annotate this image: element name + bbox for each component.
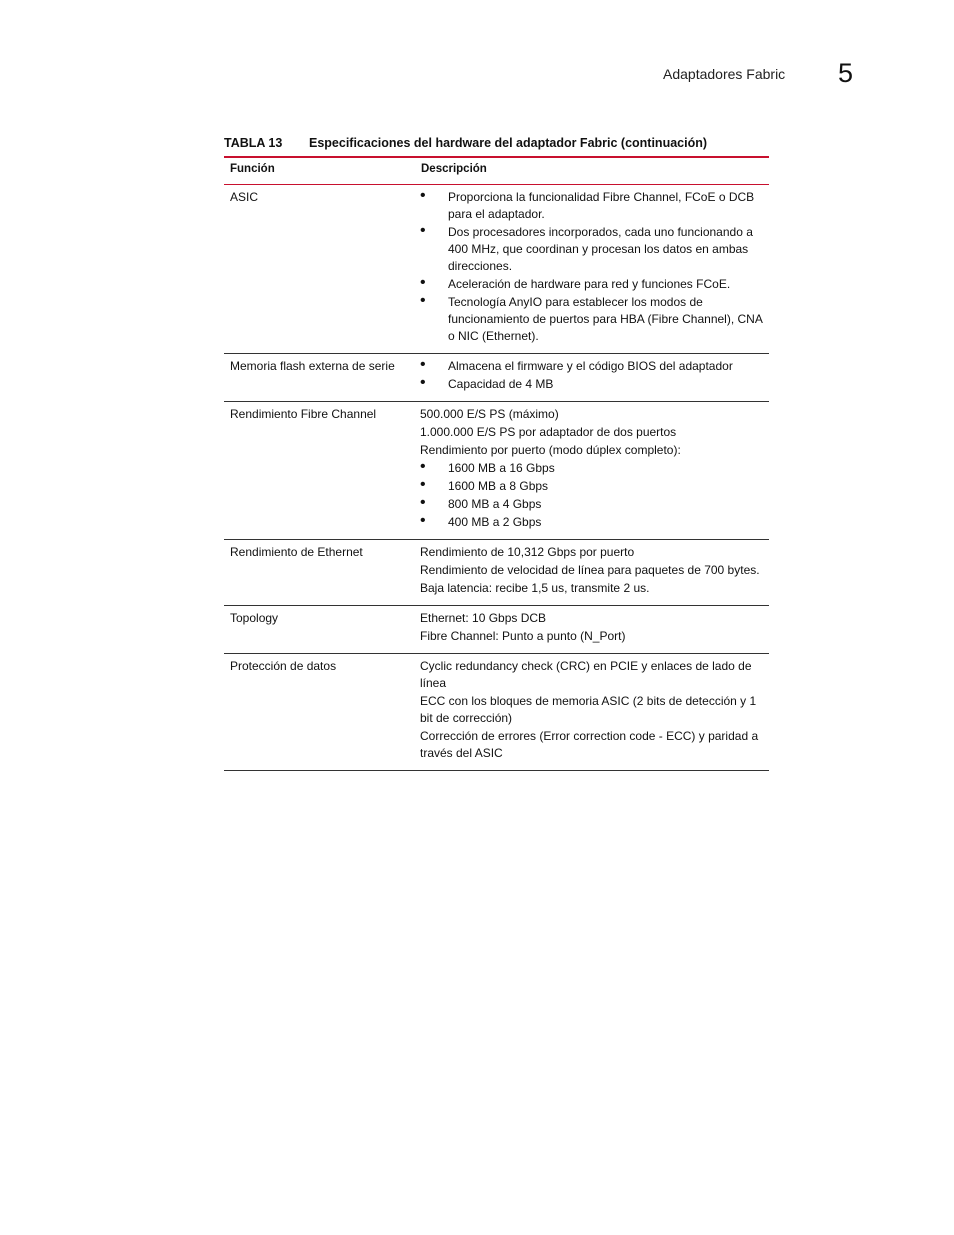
column-header-description: Descripción: [415, 157, 769, 185]
bullet-item: • Dos procesadores incorporados, cada uno funcionando a 400 MHz, que coordinan y procesan los datos en ambas direcciones.: [420, 224, 763, 275]
description-line: Baja latencia: recibe 1,5 us, transmite 2 us.: [420, 581, 650, 595]
table-row: [224, 354, 769, 402]
bullet-item: • Tecnología AnyIO para establecer los modos de funcionamiento de puertos para HBA (Fibre Channel), CNA o NIC (Ethernet).: [420, 294, 763, 345]
table-row: [224, 654, 769, 771]
column-header-function: Función: [224, 157, 415, 185]
table-title: Especificaciones del hardware del adaptador Fabric (continuación): [309, 136, 708, 150]
description-cell: [415, 654, 769, 771]
description-line: Corrección de errores (Error correction code - ECC) y paridad a través del ASIC: [420, 729, 759, 760]
table-row: [224, 185, 769, 354]
description-line: ECC con los bloques de memoria ASIC (2 bits de detección y 1 bit de corrección): [420, 694, 757, 725]
description-line: 1.000.000 E/S PS por adaptador de dos puertos: [420, 425, 677, 439]
description-cell: [415, 185, 769, 354]
bullet-item: • Almacena el firmware y el código BIOS del adaptador: [420, 358, 763, 375]
description-line: Fibre Channel: Punto a punto (N_Port): [420, 629, 626, 643]
bullet-item: • 400 MB a 2 Gbps: [420, 514, 763, 531]
table-header-row: [224, 157, 769, 185]
function-cell: Topology: [224, 606, 415, 654]
bullet-item: • Aceleración de hardware para red y funciones FCoE.: [420, 276, 763, 293]
function-cell: Rendimiento de Ethernet: [224, 540, 415, 606]
table-label: TABLA 13: [224, 136, 283, 150]
bullet-list: [420, 189, 763, 345]
description-line: Rendimiento de 10,312 Gbps por puerto: [420, 545, 635, 559]
description-cell: [415, 402, 769, 540]
description-line: 500.000 E/S PS (máximo): [420, 407, 559, 421]
table-row: [224, 540, 769, 606]
description-line: Rendimiento por puerto (modo dúplex completo):: [420, 443, 681, 457]
description-cell: [415, 354, 769, 402]
bullet-list: [420, 460, 763, 531]
function-cell: Memoria flash externa de serie: [224, 354, 415, 402]
description-cell: [415, 540, 769, 606]
spec-table: [224, 156, 769, 771]
section-title: Adaptadores Fabric: [663, 66, 786, 82]
function-cell: ASIC: [224, 185, 415, 354]
bullet-item: • 1600 MB a 16 Gbps: [420, 460, 763, 477]
bullet-item: • Proporciona la funcionalidad Fibre Channel, FCoE o DCB para el adaptador.: [420, 189, 763, 223]
description-line: Rendimiento de velocidad de línea para paquetes de 700 bytes.: [420, 563, 760, 577]
function-cell: Protección de datos: [224, 654, 415, 771]
description-line: Cyclic redundancy check (CRC) en PCIE y enlaces de lado de línea: [420, 659, 752, 690]
bullet-list: [420, 358, 763, 393]
bullet-item: • Capacidad de 4 MB: [420, 376, 763, 393]
function-cell: Rendimiento Fibre Channel: [224, 402, 415, 540]
running-header: [0, 58, 954, 98]
description-cell: [415, 606, 769, 654]
table-row: [224, 606, 769, 654]
chapter-number: 5: [838, 58, 854, 88]
table-body: [224, 185, 769, 771]
bullet-item: • 1600 MB a 8 Gbps: [420, 478, 763, 495]
description-line: Ethernet: 10 Gbps DCB: [420, 611, 547, 625]
table-row: [224, 402, 769, 540]
bullet-item: • 800 MB a 4 Gbps: [420, 496, 763, 513]
